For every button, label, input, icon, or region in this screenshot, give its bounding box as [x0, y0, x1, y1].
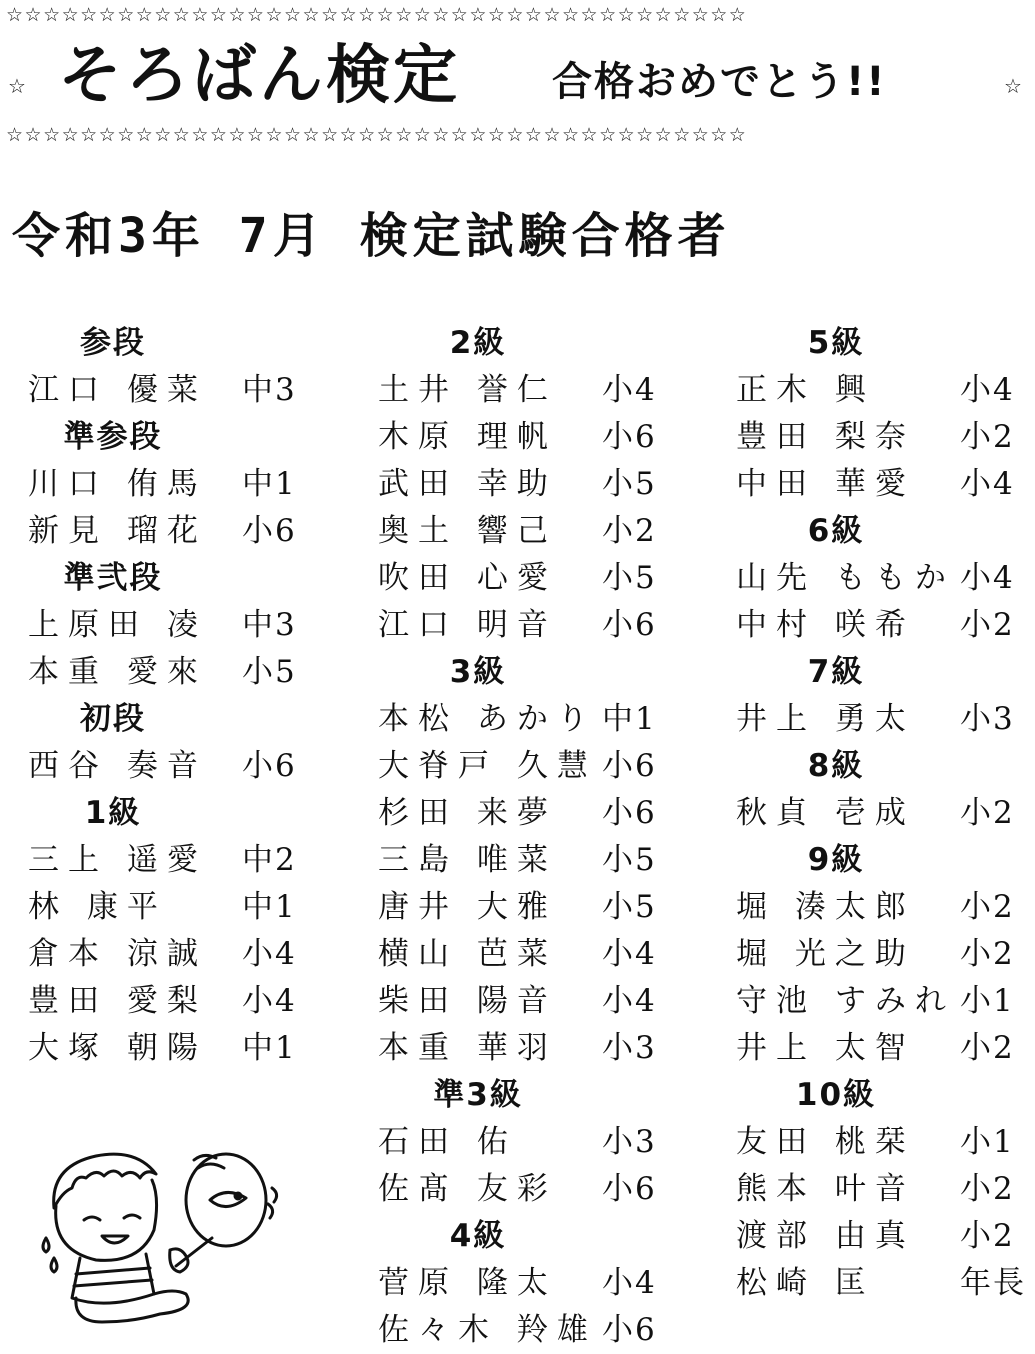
- passer-school-year: 小4: [602, 1265, 657, 1301]
- child-with-fan-illustration: [36, 1138, 286, 1328]
- passer-school-year: 中3: [242, 372, 297, 408]
- passer-name: 土井 誉仁: [378, 372, 557, 408]
- passer-school-year: 小4: [602, 983, 657, 1019]
- passer-name: 菅原 隆太: [378, 1265, 557, 1301]
- results-column-1: [28, 320, 318, 1072]
- passer-school-year: 小6: [242, 748, 297, 784]
- passer-row: [28, 743, 318, 790]
- passer-school-year: 小3: [960, 701, 1015, 737]
- passer-name: 三上 遥愛: [28, 842, 207, 878]
- passer-school-year: 小6: [242, 513, 297, 549]
- passer-school-year: 小2: [960, 419, 1015, 455]
- passer-name: 本重 愛來: [28, 654, 207, 690]
- passer-row: [736, 696, 1031, 743]
- banner-subtitle: 合格おめでとう!!: [552, 59, 887, 105]
- passer-row: [378, 508, 678, 555]
- passer-school-year: 小2: [960, 936, 1015, 972]
- passer-school-year: 小1: [960, 1124, 1015, 1160]
- passer-row: [378, 414, 678, 461]
- passer-name: 豊田 梨奈: [736, 419, 915, 455]
- passer-row: [378, 790, 678, 837]
- passer-name: 井上 太智: [736, 1030, 915, 1066]
- passer-name: 武田 幸助: [378, 466, 557, 502]
- passer-row: [378, 367, 678, 414]
- passer-school-year: 小6: [602, 1171, 657, 1207]
- grade-heading: 3級: [449, 654, 507, 690]
- grade-heading: 9級: [807, 842, 865, 878]
- results-column-2: [378, 320, 678, 1354]
- passer-row: [736, 1260, 1031, 1307]
- passer-row: [736, 414, 1031, 461]
- passer-name: 井上 勇太: [736, 701, 915, 737]
- passer-row: [28, 508, 318, 555]
- passer-name: 堀 光之助: [736, 936, 915, 972]
- passer-row: [378, 602, 678, 649]
- passer-row: [378, 978, 678, 1025]
- banner-title: そろばん検定: [58, 39, 460, 113]
- passer-school-year: 小6: [602, 748, 657, 784]
- grade-heading: 準3級: [433, 1077, 523, 1113]
- passer-school-year: 小6: [602, 607, 657, 643]
- passer-row: [736, 978, 1031, 1025]
- passer-name: 川口 侑馬: [28, 466, 207, 502]
- passer-school-year: 小4: [602, 372, 657, 408]
- passer-name: 佐々木 羚雄: [378, 1312, 597, 1348]
- grade-heading: 6級: [807, 513, 865, 549]
- passer-school-year: 小6: [602, 795, 657, 831]
- passer-name: 友田 桃栞: [736, 1124, 915, 1160]
- passer-school-year: 小5: [602, 560, 657, 596]
- passer-name: 山先 ももか: [736, 560, 955, 596]
- passer-row: [28, 931, 318, 978]
- page-title: 令和3年 7月 検定試験合格者: [12, 208, 731, 264]
- passer-school-year: 小1: [960, 983, 1015, 1019]
- passer-school-year: 小4: [960, 466, 1015, 502]
- grade-heading: 7級: [807, 654, 865, 690]
- passer-row: [378, 1119, 678, 1166]
- passer-row: [28, 837, 318, 884]
- grade-heading: 準参段: [63, 419, 163, 455]
- passer-name: 大脊戸 久慧: [378, 748, 597, 784]
- passer-school-year: 中1: [242, 466, 297, 502]
- passer-row: [736, 884, 1031, 931]
- star-icon-left: ☆: [8, 74, 26, 98]
- star-icon-right: ☆: [1004, 74, 1022, 98]
- passer-row: [378, 884, 678, 931]
- passer-name: 江口 明音: [378, 607, 557, 643]
- passer-name: 松崎 匡: [736, 1265, 875, 1301]
- passer-name: 中村 咲希: [736, 607, 915, 643]
- passer-row: [736, 1166, 1031, 1213]
- grade-heading: 5級: [807, 325, 865, 361]
- passer-row: [736, 367, 1031, 414]
- passer-row: [28, 461, 318, 508]
- passer-row: [736, 555, 1031, 602]
- passer-school-year: 小5: [602, 889, 657, 925]
- passer-name: 秋貞 壱成: [736, 795, 915, 831]
- passer-name: 大塚 朝陽: [28, 1030, 207, 1066]
- grade-heading: 1級: [84, 795, 142, 831]
- passer-name: 正木 興: [736, 372, 875, 408]
- passer-school-year: 小2: [960, 607, 1015, 643]
- passer-school-year: 中1: [602, 701, 657, 737]
- passer-name: 堀 湊太郎: [736, 889, 915, 925]
- passer-row: [378, 1260, 678, 1307]
- passer-school-year: 小2: [960, 795, 1015, 831]
- passer-name: 柴田 陽音: [378, 983, 557, 1019]
- passer-row: [378, 461, 678, 508]
- results-column-3: [736, 320, 1031, 1307]
- grade-heading: 4級: [449, 1218, 507, 1254]
- passer-row: [378, 1166, 678, 1213]
- passer-row: [736, 1213, 1031, 1260]
- passer-name: 横山 芭菜: [378, 936, 557, 972]
- grade-heading: 参段: [80, 325, 146, 361]
- passer-row: [28, 1025, 318, 1072]
- passer-name: 守池 すみれ: [736, 983, 955, 1019]
- passer-name: 豊田 愛梨: [28, 983, 207, 1019]
- passer-school-year: 年長: [960, 1265, 1026, 1301]
- passer-school-year: 小2: [960, 1218, 1015, 1254]
- passer-school-year: 中1: [242, 889, 297, 925]
- passer-row: [378, 1307, 678, 1354]
- passer-school-year: 小4: [602, 936, 657, 972]
- passer-row: [736, 931, 1031, 978]
- passer-school-year: 中2: [242, 842, 297, 878]
- passer-name: 唐井 大雅: [378, 889, 557, 925]
- passer-row: [28, 602, 318, 649]
- passer-name: 本松 あかり: [378, 701, 597, 737]
- passer-school-year: 小5: [602, 842, 657, 878]
- passer-school-year: 小2: [960, 1171, 1015, 1207]
- passer-name: 倉本 涼誠: [28, 936, 207, 972]
- passer-row: [28, 978, 318, 1025]
- passer-row: [378, 696, 678, 743]
- passer-school-year: 小2: [960, 1030, 1015, 1066]
- passer-name: 木原 理帆: [378, 419, 557, 455]
- passer-name: 渡部 由真: [736, 1218, 915, 1254]
- grade-heading: 2級: [449, 325, 507, 361]
- grade-heading: 10級: [795, 1077, 877, 1113]
- passer-row: [736, 1025, 1031, 1072]
- passer-row: [736, 602, 1031, 649]
- passer-name: 吹田 心愛: [378, 560, 557, 596]
- star-border-bottom: ☆☆☆☆☆☆☆☆☆☆☆☆☆☆☆☆☆☆☆☆☆☆☆☆☆☆☆☆☆☆☆☆☆☆☆☆☆☆☆☆: [6, 124, 748, 146]
- passer-school-year: 小6: [602, 1312, 657, 1348]
- passer-name: 新見 瑠花: [28, 513, 207, 549]
- passer-school-year: 小4: [960, 560, 1015, 596]
- passer-row: [28, 884, 318, 931]
- grade-heading: 準弐段: [63, 560, 163, 596]
- passer-name: 江口 優菜: [28, 372, 207, 408]
- passer-name: 熊本 叶音: [736, 1171, 915, 1207]
- passer-row: [378, 1025, 678, 1072]
- passer-school-year: 小3: [602, 1124, 657, 1160]
- passer-row: [736, 790, 1031, 837]
- passer-row: [28, 649, 318, 696]
- passer-name: 石田 佑: [378, 1124, 517, 1160]
- passer-school-year: 小2: [960, 889, 1015, 925]
- passer-school-year: 小5: [242, 654, 297, 690]
- passer-row: [28, 367, 318, 414]
- passer-row: [378, 931, 678, 978]
- passer-name: 佐髙 友彩: [378, 1171, 557, 1207]
- passer-name: 三島 唯菜: [378, 842, 557, 878]
- grade-heading: 8級: [807, 748, 865, 784]
- passer-row: [378, 555, 678, 602]
- passer-school-year: 小4: [960, 372, 1015, 408]
- passer-school-year: 小2: [602, 513, 657, 549]
- passer-name: 杉田 来夢: [378, 795, 557, 831]
- passer-row: [736, 461, 1031, 508]
- star-border-top: ☆☆☆☆☆☆☆☆☆☆☆☆☆☆☆☆☆☆☆☆☆☆☆☆☆☆☆☆☆☆☆☆☆☆☆☆☆☆☆☆: [6, 4, 748, 26]
- grade-heading: 初段: [80, 701, 146, 737]
- passer-name: 中田 華愛: [736, 466, 915, 502]
- passer-row: [378, 743, 678, 790]
- passer-school-year: 小4: [242, 983, 297, 1019]
- passer-name: 上原田 凌: [28, 607, 207, 643]
- passer-school-year: 小5: [602, 466, 657, 502]
- passer-school-year: 小4: [242, 936, 297, 972]
- passer-name: 西谷 奏音: [28, 748, 207, 784]
- passer-name: 林 康平: [28, 889, 167, 925]
- passer-school-year: 小6: [602, 419, 657, 455]
- passer-school-year: 中3: [242, 607, 297, 643]
- passer-school-year: 小3: [602, 1030, 657, 1066]
- passer-name: 本重 華羽: [378, 1030, 557, 1066]
- passer-row: [736, 1119, 1031, 1166]
- passer-row: [378, 837, 678, 884]
- passer-school-year: 中1: [242, 1030, 297, 1066]
- passer-name: 奥土 響己: [378, 513, 557, 549]
